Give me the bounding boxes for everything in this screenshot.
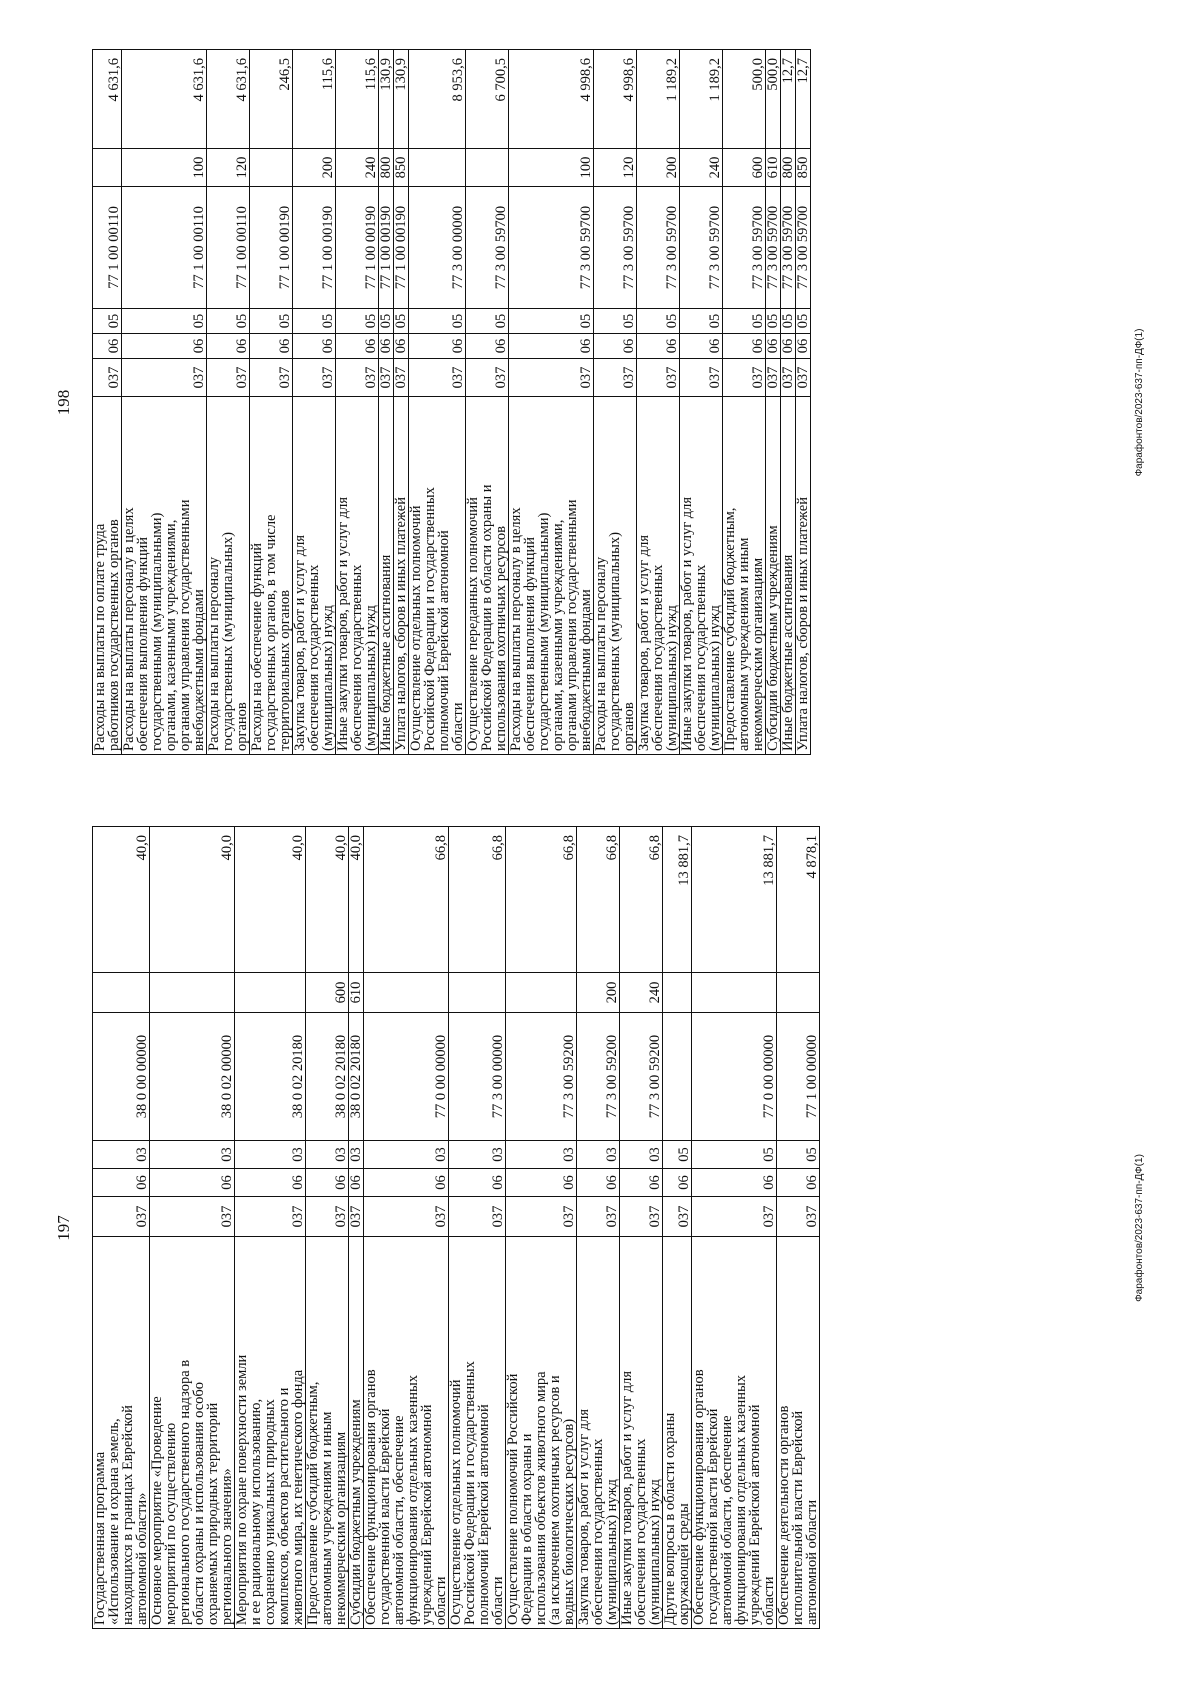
row-name: Закупка товаров, работ и услуг для обеспечения государственных (муниципальных) нужд <box>293 397 336 755</box>
row-ministry-code: 037 <box>449 1197 506 1237</box>
row-amount: 66,8 <box>449 827 506 973</box>
row-expense-type <box>235 973 306 1013</box>
table-row <box>122 50 207 755</box>
row-target-article <box>663 1013 692 1141</box>
row-subsection-code: 03 <box>577 1141 620 1169</box>
row-target-article: 77 0 00 00000 <box>364 1013 449 1141</box>
row-amount: 4 998,6 <box>509 50 594 149</box>
row-expense-type <box>506 973 577 1013</box>
row-target-article: 77 3 00 59200 <box>577 1013 620 1141</box>
row-section-code: 06 <box>506 1169 577 1197</box>
row-target-article: 77 3 00 59700 <box>680 187 723 309</box>
row-subsection-code: 03 <box>235 1141 306 1169</box>
table-row <box>306 827 349 1629</box>
row-subsection-code: 03 <box>506 1141 577 1169</box>
row-subsection-code: 03 <box>364 1141 449 1169</box>
row-name: Расходы на выплаты персоналу государственных (муниципальных) органов <box>594 397 637 755</box>
row-expense-type: 200 <box>293 149 336 187</box>
row-subsection-code: 05 <box>122 309 207 334</box>
row-amount: 13 881,7 <box>663 827 692 973</box>
table-row <box>777 827 820 1629</box>
table-row <box>637 50 680 755</box>
row-amount: 12,7 <box>796 50 811 149</box>
row-section-code: 06 <box>692 1169 777 1197</box>
row-ministry-code: 037 <box>235 1197 306 1237</box>
row-name: Уплата налогов, сборов и иных платежей <box>796 397 811 755</box>
row-expense-type <box>364 973 449 1013</box>
row-section-code: 06 <box>594 334 637 359</box>
row-name: Иные бюджетные ассигнования <box>781 397 796 755</box>
row-section-code: 06 <box>306 1169 349 1197</box>
row-target-article: 38 0 00 00000 <box>93 1013 150 1141</box>
row-ministry-code: 037 <box>207 359 250 397</box>
table-row <box>723 50 766 755</box>
row-section-code: 06 <box>723 334 766 359</box>
row-section-code: 06 <box>250 334 293 359</box>
table-row <box>235 827 306 1629</box>
row-section-code: 06 <box>364 1169 449 1197</box>
row-subsection-code: 05 <box>723 309 766 334</box>
row-amount: 500,0 <box>766 50 781 149</box>
row-ministry-code: 037 <box>250 359 293 397</box>
row-expense-type: 240 <box>620 973 663 1013</box>
page-number: 197 <box>54 1215 73 1241</box>
row-expense-type: 600 <box>306 973 349 1013</box>
row-ministry-code: 037 <box>637 359 680 397</box>
row-expense-type <box>250 149 293 187</box>
row-ministry-code: 037 <box>93 1197 150 1237</box>
row-target-article: 77 1 00 00190 <box>250 187 293 309</box>
row-expense-type: 610 <box>766 149 781 187</box>
row-amount: 1 189,2 <box>637 50 680 149</box>
row-ministry-code: 037 <box>336 359 379 397</box>
table-row <box>509 50 594 755</box>
row-name: Иные закупки товаров, работ и услуг для обеспечения государственных (муниципальных) нужд <box>620 1237 663 1629</box>
row-section-code: 06 <box>796 334 811 359</box>
table-row <box>692 827 777 1629</box>
table-row <box>293 50 336 755</box>
row-subsection-code: 05 <box>394 309 409 334</box>
row-name: Осуществление отдельных полномочий Российской Федерации и государственных полномочий Еврейской автономной области <box>449 1237 506 1629</box>
row-ministry-code: 037 <box>306 1197 349 1237</box>
row-ministry-code: 037 <box>150 1197 235 1237</box>
row-name: Осуществление отдельных полномочий Российской Федерации и государственных полномочий Еврейской автономной области <box>409 397 466 755</box>
row-amount: 246,5 <box>250 50 293 149</box>
row-amount: 40,0 <box>349 827 364 973</box>
table-row <box>336 50 379 755</box>
row-target-article: 77 3 00 59700 <box>723 187 766 309</box>
row-section-code: 06 <box>336 334 379 359</box>
row-name: Расходы на обеспечение функций государственных органов, в том числе территориальных органов <box>250 397 293 755</box>
row-subsection-code: 05 <box>796 309 811 334</box>
row-amount: 8 953,6 <box>409 50 466 149</box>
row-subsection-code: 05 <box>250 309 293 334</box>
row-name: Иные бюджетные ассигнования <box>379 397 394 755</box>
row-name: Осуществление полномочий Российской Федерации в области охраны и использования объектов животного мира (за исключением охотничьих ресурсов и водных биологических ресурсов) <box>506 1237 577 1629</box>
row-section-code: 06 <box>577 1169 620 1197</box>
row-name: Обеспечение функционирования органов государственной власти Еврейской автономной области, обеспечение функционирования отдельных казенных учреждений Еврейской автономной области <box>364 1237 449 1629</box>
row-name: Расходы на выплаты персоналу в целях обеспечения выполнения функций государственными (муниципальными) органами, казенными учреждениями, органами управления государственными внебюджетными фондами <box>122 397 207 755</box>
row-subsection-code: 05 <box>466 309 509 334</box>
row-target-article: 77 1 00 00000 <box>777 1013 820 1141</box>
table-row <box>93 827 150 1629</box>
row-ministry-code: 037 <box>577 1197 620 1237</box>
row-expense-type <box>93 973 150 1013</box>
row-expense-type: 600 <box>723 149 766 187</box>
page-197 <box>54 827 1145 1629</box>
row-amount: 66,8 <box>577 827 620 973</box>
row-subsection-code: 05 <box>680 309 723 334</box>
row-section-code: 06 <box>663 1169 692 1197</box>
row-target-article: 77 1 00 00110 <box>93 187 122 309</box>
row-subsection-code: 05 <box>777 1141 820 1169</box>
row-section-code: 06 <box>777 1169 820 1197</box>
row-ministry-code: 037 <box>93 359 122 397</box>
table-row <box>449 827 506 1629</box>
row-expense-type: 200 <box>577 973 620 1013</box>
row-section-code: 06 <box>122 334 207 359</box>
row-section-code: 06 <box>509 334 594 359</box>
row-ministry-code: 037 <box>663 1197 692 1237</box>
budget-table <box>92 49 811 755</box>
table-row <box>594 50 637 755</box>
row-expense-type: 100 <box>122 149 207 187</box>
row-target-article: 77 1 00 00190 <box>394 187 409 309</box>
row-expense-type <box>466 149 509 187</box>
table-row <box>150 827 235 1629</box>
row-section-code: 06 <box>766 334 781 359</box>
row-amount: 4 998,6 <box>594 50 637 149</box>
row-section-code: 06 <box>150 1169 235 1197</box>
row-ministry-code: 037 <box>349 1197 364 1237</box>
page-number: 198 <box>54 389 73 416</box>
row-expense-type: 850 <box>394 149 409 187</box>
row-target-article: 77 1 00 00190 <box>293 187 336 309</box>
row-expense-type: 610 <box>349 973 364 1013</box>
row-ministry-code: 037 <box>692 1197 777 1237</box>
table-row <box>506 827 577 1629</box>
row-subsection-code: 03 <box>306 1141 349 1169</box>
row-subsection-code: 03 <box>349 1141 364 1169</box>
row-target-article: 77 3 00 59700 <box>766 187 781 309</box>
row-section-code: 06 <box>394 334 409 359</box>
row-subsection-code: 03 <box>449 1141 506 1169</box>
row-subsection-code: 03 <box>93 1141 150 1169</box>
row-ministry-code: 037 <box>379 359 394 397</box>
row-target-article: 77 3 00 59700 <box>509 187 594 309</box>
row-name: Расходы на выплаты персоналу в целях обеспечения выполнения функций государственными (муниципальными) органами, казенными учреждениями, органами управления государственными внебюджетными фондами <box>509 397 594 755</box>
row-ministry-code: 037 <box>293 359 336 397</box>
row-section-code: 06 <box>466 334 509 359</box>
row-section-code: 06 <box>409 334 466 359</box>
row-ministry-code: 037 <box>594 359 637 397</box>
row-expense-type: 200 <box>637 149 680 187</box>
row-ministry-code: 037 <box>781 359 796 397</box>
row-subsection-code: 05 <box>93 309 122 334</box>
table-row <box>766 50 781 755</box>
row-expense-type <box>150 973 235 1013</box>
row-amount: 40,0 <box>235 827 306 973</box>
row-section-code: 06 <box>781 334 796 359</box>
row-amount: 40,0 <box>150 827 235 973</box>
row-amount: 130,9 <box>379 50 394 149</box>
row-amount: 4 631,6 <box>207 50 250 149</box>
row-name: Расходы на выплаты персоналу государственных (муниципальных) органов <box>207 397 250 755</box>
row-amount: 66,8 <box>364 827 449 973</box>
row-name: Закупка товаров, работ и услуг для обеспечения государственных (муниципальных) нужд <box>577 1237 620 1629</box>
row-ministry-code: 037 <box>766 359 781 397</box>
row-amount: 115,6 <box>293 50 336 149</box>
table-row <box>680 50 723 755</box>
table-row <box>379 50 394 755</box>
row-target-article: 77 3 00 59700 <box>781 187 796 309</box>
row-target-article: 77 1 00 00110 <box>122 187 207 309</box>
row-target-article: 77 1 00 00110 <box>207 187 250 309</box>
row-target-article: 38 0 02 20180 <box>306 1013 349 1141</box>
row-section-code: 06 <box>349 1169 364 1197</box>
table-row <box>796 50 811 755</box>
row-expense-type <box>777 973 820 1013</box>
row-name: Предоставление субсидий бюджетным, автономным учреждениям и иным некоммерческим организациям <box>306 1237 349 1629</box>
row-target-article: 38 0 02 20180 <box>235 1013 306 1141</box>
row-subsection-code: 05 <box>207 309 250 334</box>
row-amount: 6 700,5 <box>466 50 509 149</box>
table-row <box>620 827 663 1629</box>
row-target-article: 77 3 00 00000 <box>409 187 466 309</box>
table-row <box>781 50 796 755</box>
row-subsection-code: 05 <box>336 309 379 334</box>
table-row <box>349 827 364 1629</box>
row-expense-type: 800 <box>781 149 796 187</box>
row-amount: 13 881,7 <box>692 827 777 973</box>
row-ministry-code: 037 <box>796 359 811 397</box>
row-section-code: 06 <box>93 334 122 359</box>
page-footer: Фарафонтов/2023-637-пп-ДФ(1) <box>1134 1154 1145 1302</box>
row-ministry-code: 037 <box>122 359 207 397</box>
row-name: Мероприятия по охране поверхности земли и ее рациональному использованию, сохранению уникальных природных комплексов, объектов растительного и животного мира, их генетического фонда <box>235 1237 306 1629</box>
row-ministry-code: 037 <box>509 359 594 397</box>
table-row <box>364 827 449 1629</box>
table-row <box>577 827 620 1629</box>
row-subsection-code: 05 <box>663 1141 692 1169</box>
row-section-code: 06 <box>93 1169 150 1197</box>
row-target-article: 77 3 00 59700 <box>637 187 680 309</box>
row-target-article: 38 0 02 20180 <box>349 1013 364 1141</box>
row-amount: 40,0 <box>93 827 150 973</box>
row-name: Основное мероприятие «Проведение мероприятий по осуществлению регионального государственного надзора в области охраны и использования особо охраняемых природных территорий регионального значения» <box>150 1237 235 1629</box>
row-amount: 115,6 <box>336 50 379 149</box>
row-target-article: 77 3 00 59700 <box>594 187 637 309</box>
row-name: Государственная программа «Использование и охрана земель, находящихся в границах Еврейской автономной области» <box>93 1237 150 1629</box>
row-ministry-code: 037 <box>409 359 466 397</box>
row-target-article: 77 0 00 00000 <box>692 1013 777 1141</box>
table-row <box>207 50 250 755</box>
row-name: Иные закупки товаров, работ и услуг для обеспечения государственных (муниципальных) нужд <box>336 397 379 755</box>
row-expense-type: 120 <box>594 149 637 187</box>
row-target-article: 77 3 00 59200 <box>506 1013 577 1141</box>
row-target-article: 77 3 00 59700 <box>466 187 509 309</box>
table-row <box>250 50 293 755</box>
row-subsection-code: 03 <box>620 1141 663 1169</box>
row-name: Другие вопросы в области охраны окружающей среды <box>663 1237 692 1629</box>
row-name: Уплата налогов, сборов и иных платежей <box>394 397 409 755</box>
row-name: Субсидии бюджетным учреждениям <box>766 397 781 755</box>
row-section-code: 06 <box>620 1169 663 1197</box>
row-subsection-code: 05 <box>293 309 336 334</box>
row-target-article: 38 0 02 00000 <box>150 1013 235 1141</box>
row-subsection-code: 05 <box>409 309 466 334</box>
row-expense-type: 850 <box>796 149 811 187</box>
row-expense-type <box>409 149 466 187</box>
row-ministry-code: 037 <box>364 1197 449 1237</box>
table-row <box>93 50 122 755</box>
row-expense-type: 800 <box>379 149 394 187</box>
row-expense-type <box>692 973 777 1013</box>
row-name: Обеспечение деятельности органов исполнительной власти Еврейской автономной области <box>777 1237 820 1629</box>
row-section-code: 06 <box>379 334 394 359</box>
row-section-code: 06 <box>680 334 723 359</box>
page-198 <box>54 50 1145 755</box>
row-subsection-code: 05 <box>692 1141 777 1169</box>
row-amount: 4 631,6 <box>122 50 207 149</box>
row-ministry-code: 037 <box>680 359 723 397</box>
table-row <box>466 50 509 755</box>
row-subsection-code: 05 <box>637 309 680 334</box>
budget-table <box>92 826 820 1629</box>
row-ministry-code: 037 <box>777 1197 820 1237</box>
table-row <box>663 827 692 1629</box>
row-ministry-code: 037 <box>620 1197 663 1237</box>
row-section-code: 06 <box>637 334 680 359</box>
row-amount: 130,9 <box>394 50 409 149</box>
row-target-article: 77 3 00 59700 <box>796 187 811 309</box>
row-amount: 12,7 <box>781 50 796 149</box>
row-target-article: 77 3 00 59200 <box>620 1013 663 1141</box>
row-name: Осуществление переданных полномочий Российской Федерации в области охраны и использования охотничьих ресурсов <box>466 397 509 755</box>
row-subsection-code: 05 <box>509 309 594 334</box>
row-name: Иные закупки товаров, работ и услуг для обеспечения государственных (муниципальных) нужд <box>680 397 723 755</box>
row-section-code: 06 <box>449 1169 506 1197</box>
row-expense-type: 240 <box>680 149 723 187</box>
row-section-code: 06 <box>293 334 336 359</box>
row-subsection-code: 05 <box>379 309 394 334</box>
row-section-code: 06 <box>207 334 250 359</box>
table-row <box>394 50 409 755</box>
row-name: Обеспечение функционирования органов государственной власти Еврейской автономной области, обеспечение функционирования отдельных казенных учреждений Еврейской автономной области <box>692 1237 777 1629</box>
row-amount: 66,8 <box>620 827 663 973</box>
row-subsection-code: 05 <box>594 309 637 334</box>
row-amount: 4 631,6 <box>93 50 122 149</box>
row-expense-type <box>449 973 506 1013</box>
row-expense-type: 120 <box>207 149 250 187</box>
table-row <box>409 50 466 755</box>
row-name: Предоставление субсидий бюджетным, автономным учреждениям и иным некоммерческим организациям <box>723 397 766 755</box>
row-ministry-code: 037 <box>394 359 409 397</box>
row-section-code: 06 <box>235 1169 306 1197</box>
row-subsection-code: 05 <box>766 309 781 334</box>
row-amount: 4 878,1 <box>777 827 820 973</box>
row-expense-type <box>93 149 122 187</box>
row-amount: 1 189,2 <box>680 50 723 149</box>
row-name: Расходы на выплаты по оплате труда работников государственных органов <box>93 397 122 755</box>
row-target-article: 77 1 00 00190 <box>336 187 379 309</box>
row-subsection-code: 05 <box>781 309 796 334</box>
row-amount: 500,0 <box>723 50 766 149</box>
row-target-article: 77 3 00 00000 <box>449 1013 506 1141</box>
row-ministry-code: 037 <box>723 359 766 397</box>
row-amount: 40,0 <box>306 827 349 973</box>
row-subsection-code: 03 <box>150 1141 235 1169</box>
row-target-article: 77 1 00 00190 <box>379 187 394 309</box>
row-name: Субсидии бюджетным учреждениям <box>349 1237 364 1629</box>
row-ministry-code: 037 <box>506 1197 577 1237</box>
row-name: Закупка товаров, работ и услуг для обеспечения государственных (муниципальных) нужд <box>637 397 680 755</box>
row-ministry-code: 037 <box>466 359 509 397</box>
row-expense-type: 100 <box>509 149 594 187</box>
row-amount: 66,8 <box>506 827 577 973</box>
row-expense-type <box>663 973 692 1013</box>
row-expense-type: 240 <box>336 149 379 187</box>
page-footer: Фарафонтов/2023-637-пп-ДФ(1) <box>1134 328 1145 477</box>
